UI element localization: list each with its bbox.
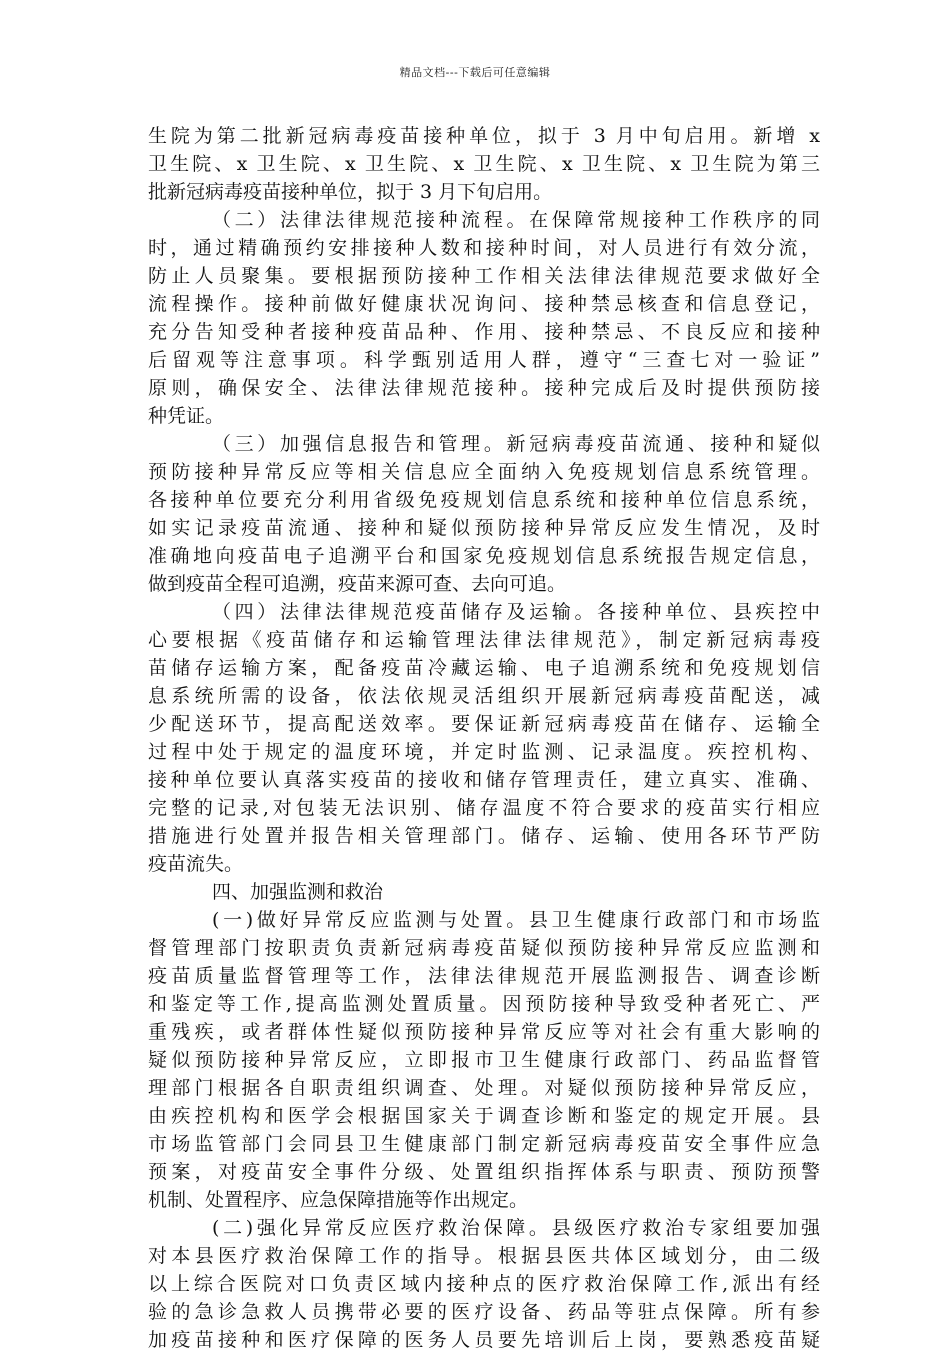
text-line: 机制、处置程序、应急保障措施等作出规定。 bbox=[148, 1189, 529, 1211]
text-line: 时，通过精确预约安排接种人数和接种时间，对人员进行有效分流， bbox=[148, 237, 820, 259]
text-line: 四、加强监测和救治 bbox=[212, 881, 384, 903]
text-line: 理部门根据各自职责组织调查、处理。对疑似预防接种异常反应， bbox=[148, 1077, 820, 1099]
text-line: 加疫苗接种和医疗保障的医务人员要先培训后上岗，要熟悉疫苗疑 bbox=[148, 1329, 820, 1351]
text-line: 和鉴定等工作,提高监测处置质量。因预防接种导致受种者死亡、严 bbox=[148, 993, 820, 1015]
text-line: 原则，确保安全、法律法律规范接种。接种完成后及时提供预防接 bbox=[148, 377, 820, 399]
paragraph bbox=[148, 430, 820, 598]
text-line: 批新冠病毒疫苗接种单位，拟于 3 月下旬启用。 bbox=[148, 181, 553, 203]
text-line: 息系统所需的设备，依法依规灵活组织开展新冠病毒疫苗配送，减 bbox=[148, 685, 820, 707]
text-line: (一)做好异常反应监测与处置。县卫生健康行政部门和市场监 bbox=[212, 909, 820, 931]
text-line: 生院为第二批新冠病毒疫苗接种单位，拟于 3 月中旬启用。新增 x bbox=[148, 125, 820, 147]
section-heading bbox=[148, 878, 820, 906]
text-line: 后留观等注意事项。科学甄别适用人群，遵守“三查七对一验证” bbox=[148, 349, 820, 371]
text-line: 疫苗流失。 bbox=[148, 853, 244, 875]
text-line: 督管理部门按职责负责新冠病毒疫苗疑似预防接种异常反应监测和 bbox=[148, 937, 820, 959]
text-line: 各接种单位要充分利用省级免疫规划信息系统和接种单位信息系统， bbox=[148, 489, 820, 511]
text-line: 验的急诊急救人员携带必要的医疗设备、药品等驻点保障。所有参 bbox=[148, 1301, 820, 1323]
text-line: 疑似预防接种异常反应，立即报市卫生健康行政部门、药品监督管 bbox=[148, 1049, 820, 1071]
text-line: 措施进行处置并报告相关管理部门。储存、运输、使用各环节严防 bbox=[148, 825, 820, 847]
text-line: 重残疾，或者群体性疑似预防接种异常反应等对社会有重大影响的 bbox=[148, 1021, 820, 1043]
text-line: (二)强化异常反应医疗救治保障。县级医疗救治专家组要加强 bbox=[212, 1217, 820, 1239]
text-line: 对本县医疗救治保障工作的指导。根据县医共体区域划分，由二级 bbox=[148, 1245, 820, 1267]
text-line: 流程操作。接种前做好健康状况询问、接种禁忌核查和信息登记， bbox=[148, 293, 820, 315]
paragraph bbox=[148, 206, 820, 430]
text-line: 卫生院、x 卫生院、x 卫生院、x 卫生院、x 卫生院、x 卫生院为第三 bbox=[148, 153, 820, 175]
text-line: 由疾控机构和医学会根据国家关于调查诊断和鉴定的规定开展。县 bbox=[148, 1105, 820, 1127]
text-line: （四）法律法律规范疫苗储存及运输。各接种单位、县疾控中 bbox=[212, 601, 820, 623]
text-line: 防止人员聚集。要根据预防接种工作相关法律法律规范要求做好全 bbox=[148, 265, 820, 287]
text-line: 市场监管部门会同县卫生健康部门制定新冠病毒疫苗安全事件应急 bbox=[148, 1133, 820, 1155]
paragraph bbox=[148, 906, 820, 1214]
text-line: 过程中处于规定的温度环境，并定时监测、记录温度。疾控机构、 bbox=[148, 741, 820, 763]
text-line: 接种单位要认真落实疫苗的接收和储存管理责任，建立真实、准确、 bbox=[148, 769, 820, 791]
document-body bbox=[148, 122, 820, 1354]
text-line: 如实记录疫苗流通、接种和疑似预防接种异常反应发生情况，及时 bbox=[148, 517, 820, 539]
text-line: 准确地向疫苗电子追溯平台和国家免疫规划信息系统报告规定信息， bbox=[148, 545, 820, 567]
text-line: 充分告知受种者接种疫苗品种、作用、接种禁忌、不良反应和接种 bbox=[148, 321, 820, 343]
text-line: （三）加强信息报告和管理。新冠病毒疫苗流通、接种和疑似 bbox=[212, 433, 820, 455]
text-line: 完整的记录,对包装无法识别、储存温度不符合要求的疫苗实行相应 bbox=[148, 797, 820, 819]
text-line: 心要根据《疫苗储存和运输管理法律法律规范》，制定新冠病毒疫 bbox=[148, 629, 820, 651]
text-line: 疫苗质量监督管理等工作，法律法律规范开展监测报告、调查诊断 bbox=[148, 965, 820, 987]
text-line: 预案，对疫苗安全事件分级、处置组织指挥体系与职责、预防预警 bbox=[148, 1161, 820, 1183]
paragraph bbox=[148, 598, 820, 878]
text-line: 预防接种异常反应等相关信息应全面纳入免疫规划信息系统管理。 bbox=[148, 461, 820, 483]
page-header: 精品文档---下载后可任意编辑 bbox=[399, 66, 551, 79]
paragraph bbox=[148, 1214, 820, 1354]
text-line: 种凭证。 bbox=[148, 405, 225, 427]
paragraph bbox=[148, 122, 820, 206]
text-line: 做到疫苗全程可追溯，疫苗来源可查、去向可追。 bbox=[148, 573, 567, 595]
text-line: 苗储存运输方案，配备疫苗冷藏运输、电子追溯系统和免疫规划信 bbox=[148, 657, 820, 679]
text-line: 少配送环节，提高配送效率。要保证新冠病毒疫苗在储存、运输全 bbox=[148, 713, 820, 735]
text-line: （二）法律法律规范接种流程。在保障常规接种工作秩序的同 bbox=[212, 209, 820, 231]
text-line: 以上综合医院对口负责区域内接种点的医疗救治保障工作,派出有经 bbox=[148, 1273, 820, 1295]
